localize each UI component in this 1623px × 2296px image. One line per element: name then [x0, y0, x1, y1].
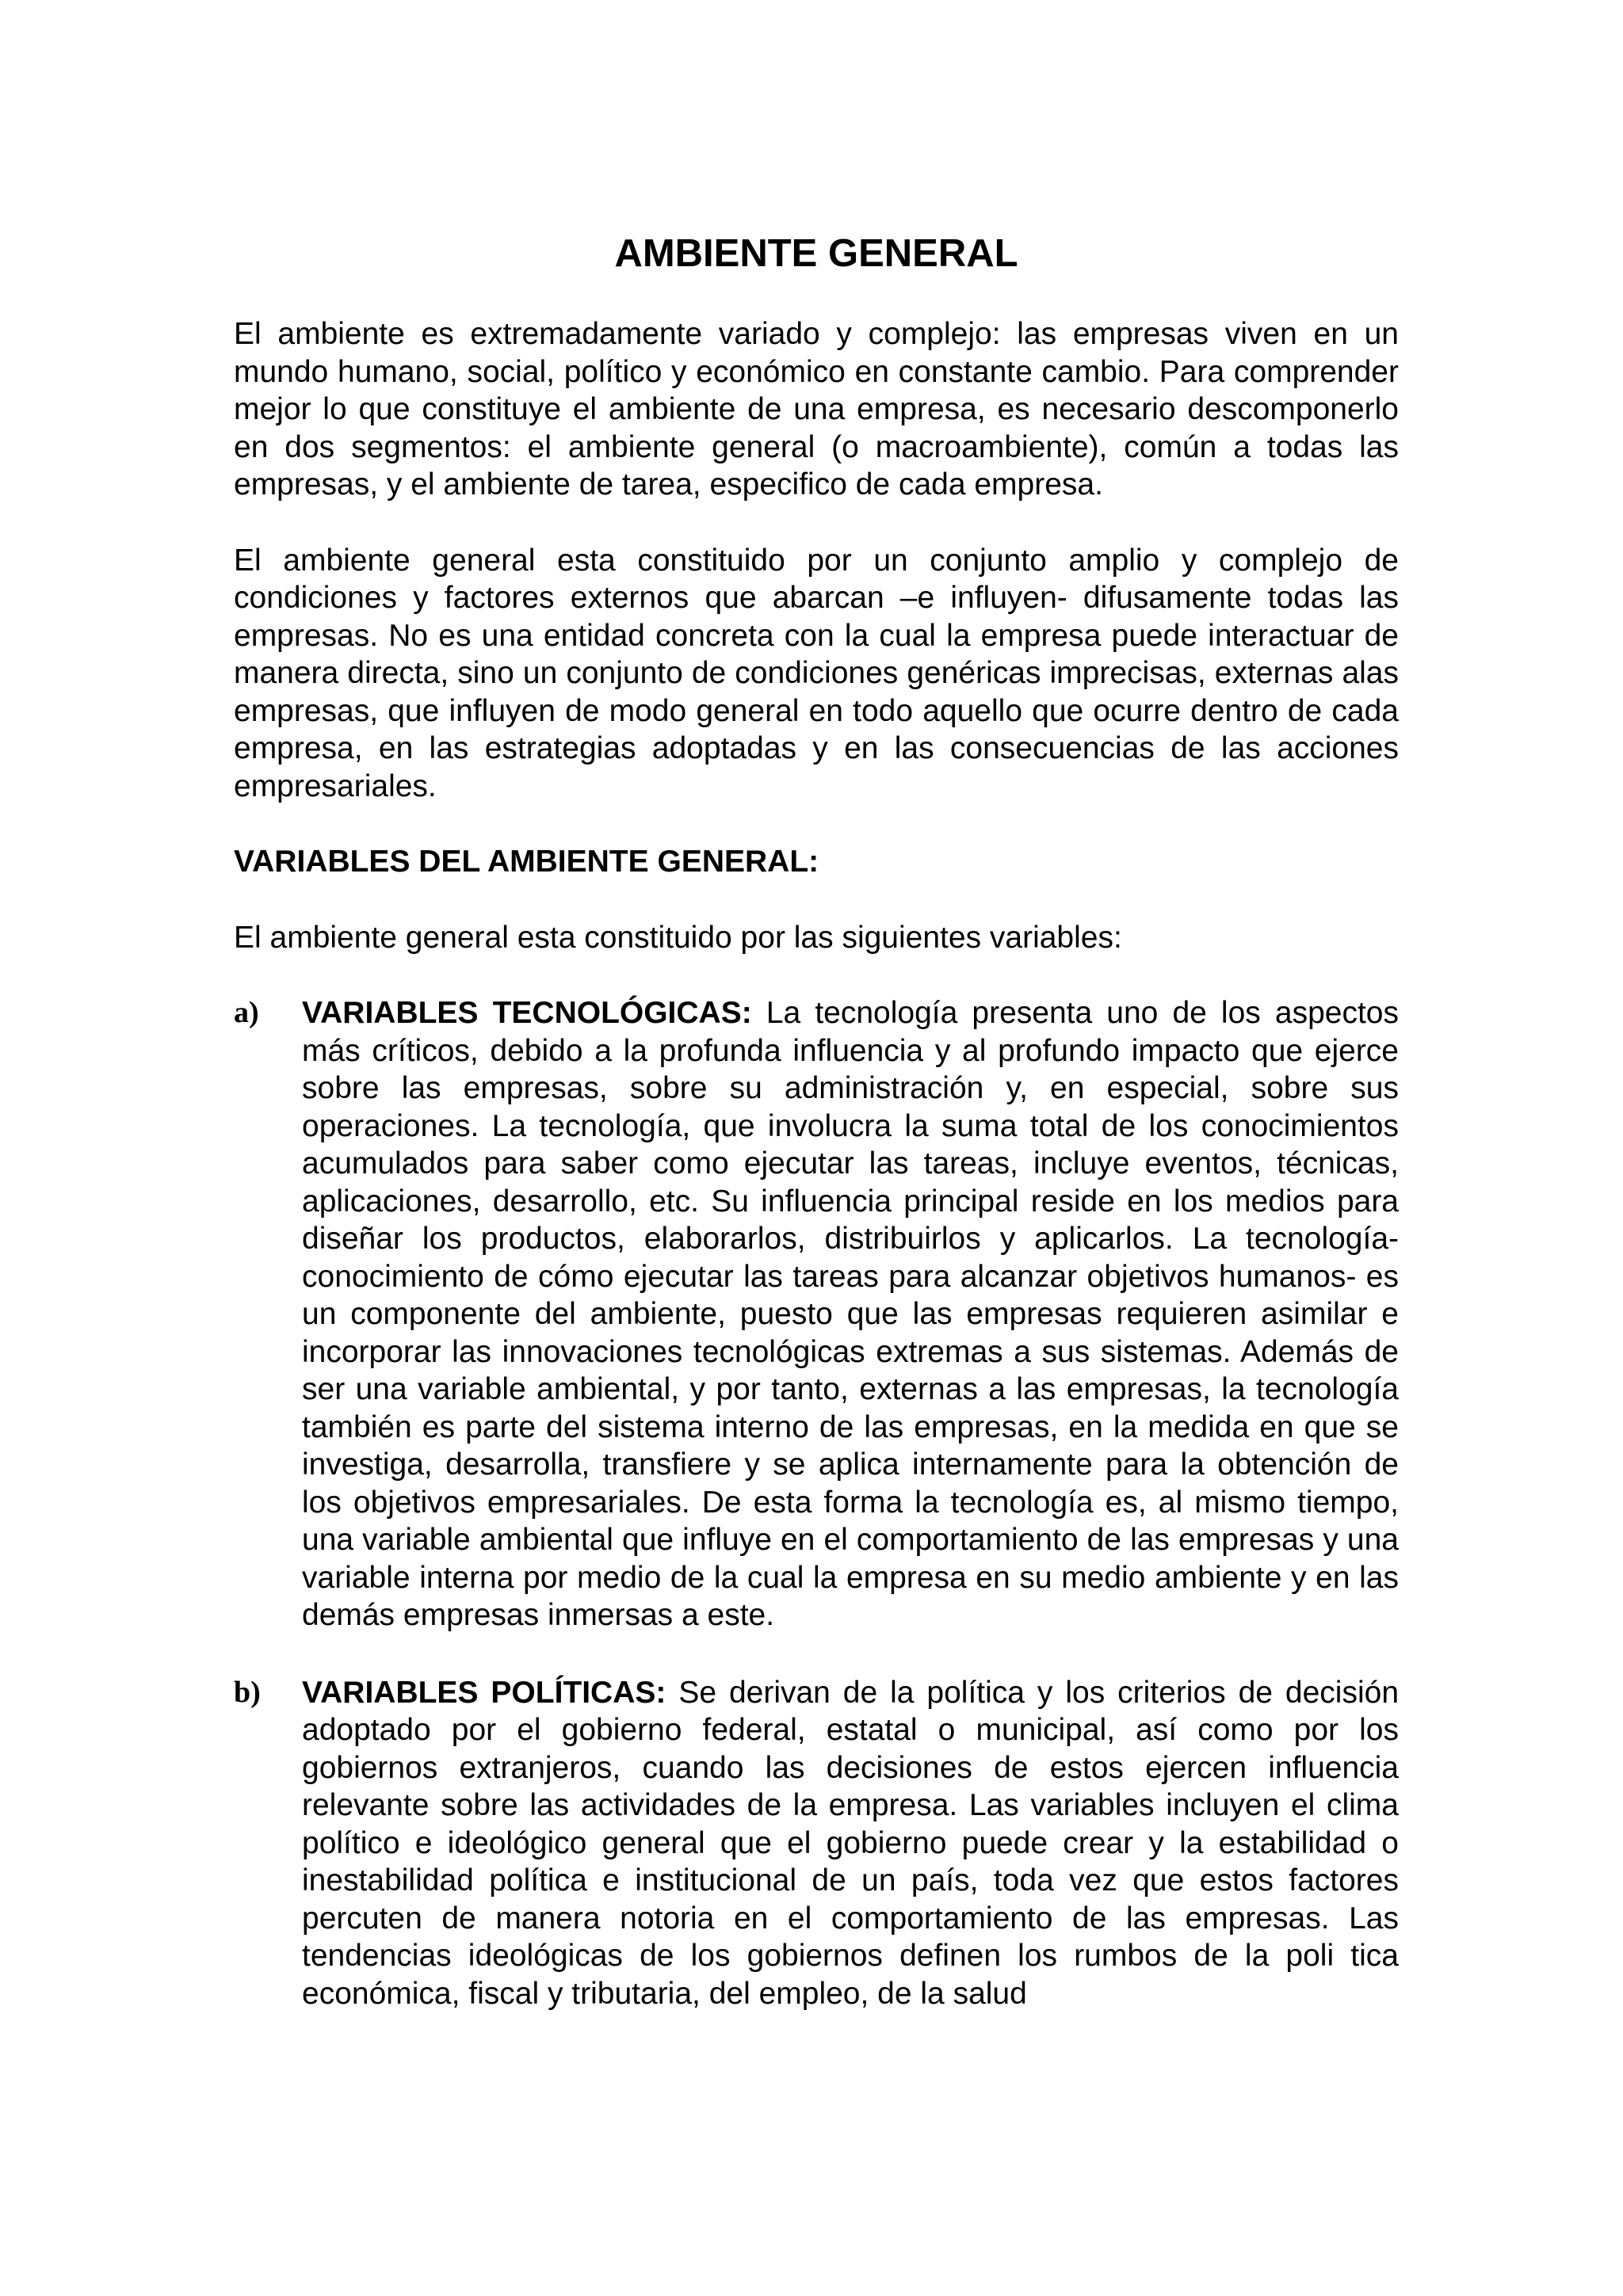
list-item-label: b) — [234, 1675, 261, 1709]
page-title: AMBIENTE GENERAL — [614, 232, 1018, 275]
list-item-political — [234, 1674, 1399, 2013]
list-item-text: La tecnología presenta uno de los aspectos más críticos, debido a la profunda influencia y al profundo impacto que ejerce sobre las empresas, sobre su administración y, en especial, sobre sus operaciones. La tecnología, que involucra la suma total de los conocimientos acumulados para saber como ejecutar las tareas, incluye eventos, técnicas, aplicaciones, desarrollo, etc. Su influencia principal reside en los medios para diseñar los productos, elaborarlos, distribuirlos y aplicarlos. La tecnología-conocimiento de cómo ejecutar las tareas para alcanzar objetivos humanos- es un componente del ambiente, puesto que las empresas requieren asimilar e incorporar las innovaciones tecnológicas extremas a sus sistemas. Además de ser una variable ambiental, y por tanto, externas a las empresas, la tecnología también es parte del sistema interno de las empresas, en la medida en que se investiga, desarrolla, transfiere y se aplica internamente para la obtención de los objetivos empresariales. De esta forma la tecnología es, al mismo tiempo, una variable ambiental que influye en el comportamiento de las empresas y una variable interna por medio de la cual la empresa en su medio ambiente y en las demás empresas inmersas a este. — [302, 996, 1399, 1632]
list-item-body — [302, 994, 1399, 1634]
list-item-title: VARIABLES POLÍTICAS: — [302, 1675, 679, 1710]
list-item-body — [302, 1674, 1399, 2013]
list-item-label: a) — [234, 996, 259, 1029]
general-environment-paragraph: El ambiente general esta constituido por un conjunto amplio y complejo de condiciones y factores externos que abarcan –e influyen- difusamente todas las empresas. No es una entidad concreta con la cual la empresa puede interactuar de manera directa, sino un conjunto de condiciones genéricas imprecisas, externas alas empresas, que influyen de modo general en todo aquello que ocurre dentro de cada empresa, en las estrategias adoptadas y en las consecuencias de las acciones empresariales. — [234, 543, 1399, 803]
list-item-title: VARIABLES TECNOLÓGICAS: — [302, 996, 766, 1030]
section-intro: El ambiente general esta constituido por las siguientes variables: — [234, 920, 1122, 955]
intro-paragraph: El ambiente es extremadamente variado y complejo: las empresas viven en un mundo humano, social, político y económico en constante cambio. Para comprender mejor lo que constituye el ambiente de una empresa, es necesario descomponerlo en dos segmentos: el ambiente general (o macroambiente), común a todas las empresas, y el ambiente de tarea, especifico de cada empresa. — [234, 317, 1399, 502]
list-item-technological — [234, 994, 1399, 1634]
list-item-text: Se derivan de la política y los criterios de decisión adoptado por el gobierno federal, estatal o municipal, así como por los gobiernos extranjeros, cuando las decisiones de estos ejercen influencia relevante sobre las actividades de la empresa. Las variables incluyen el clima político e ideológico general que el gobierno puede crear y la estabilidad o inestabilidad política e institucional de un país, toda vez que estos factores percuten de manera notoria en el comportamiento de las empresas. Las tendencias ideológicas de los gobiernos definen los rumbos de la poli tica económica, fiscal y tributaria, del empleo, de la salud — [302, 1675, 1400, 2011]
section-heading: VARIABLES DEL AMBIENTE GENERAL: — [234, 845, 819, 879]
document-content — [234, 230, 1399, 2052]
